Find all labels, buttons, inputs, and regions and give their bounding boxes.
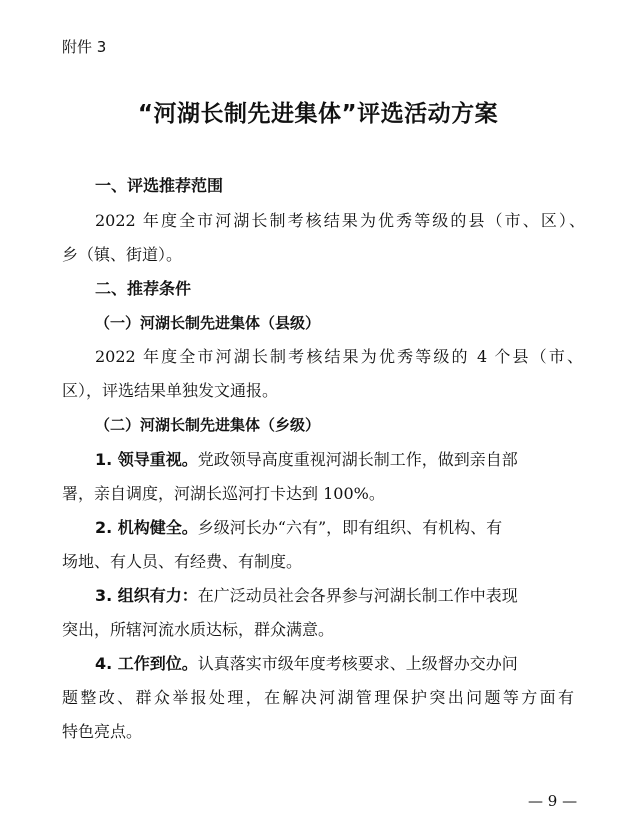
subsection1-paragraph-line1: 2022 年度全市河湖长制考核结果为优秀等级的 4 个县（市、 [95, 347, 583, 366]
condition-item-2-label: 2. 机构健全。 [95, 518, 198, 537]
condition-item-1-text: 党政领导高度重视河湖长制工作，做到亲自部 [197, 450, 518, 469]
condition-item-3-line1 [95, 586, 518, 606]
condition-item-4-line1 [95, 654, 518, 674]
condition-item-4-line2: 题整改、群众举报处理，在解决河湖管理保护突出问题等方面有 [62, 688, 574, 707]
condition-item-1-line1 [95, 450, 518, 470]
section1-paragraph-line1: 2022 年度全市河湖长制考核结果为优秀等级的县（市、区）、 [95, 211, 585, 230]
condition-item-1-label: 1. 领导重视。 [95, 450, 198, 469]
document-title: “河湖长制先进集体”评选活动方案 [137, 101, 499, 127]
condition-item-4-label: 4. 工作到位。 [95, 654, 198, 673]
subsection1-heading: （一）河湖长制先进集体（县级） [95, 314, 321, 332]
section2-heading: 二、推荐条件 [95, 279, 192, 298]
condition-item-2-line1 [95, 518, 502, 538]
condition-item-2-line2: 场地、有人员、有经费、有制度。 [62, 552, 303, 571]
attachment-label: 附件 3 [62, 38, 107, 56]
condition-item-2-text: 乡级河长办“六有”，即有组织、有机构、有 [197, 518, 503, 537]
condition-item-3-line2: 突出，所辖河流水质达标，群众满意。 [62, 620, 335, 639]
condition-item-1-line2: 署，亲自调度，河湖长巡河打卡达到 100%。 [62, 484, 385, 503]
condition-item-3-label: 3. 组织有力： [95, 586, 198, 605]
condition-item-3-text: 在广泛动员社会各界参与河湖长制工作中表现 [197, 586, 518, 605]
page-number: — 9 — [528, 792, 578, 810]
section1-heading: 一、评选推荐范围 [95, 176, 224, 195]
subsection1-paragraph-line2: 区），评选结果单独发文通报。 [62, 381, 279, 400]
condition-item-4-text: 认真落实市级年度考核要求、上级督办交办问 [197, 654, 518, 673]
condition-item-4-line3: 特色亮点。 [62, 722, 143, 741]
section1-paragraph-line2: 乡（镇、街道）。 [62, 245, 183, 264]
subsection2-heading: （二）河湖长制先进集体（乡级） [95, 416, 321, 434]
